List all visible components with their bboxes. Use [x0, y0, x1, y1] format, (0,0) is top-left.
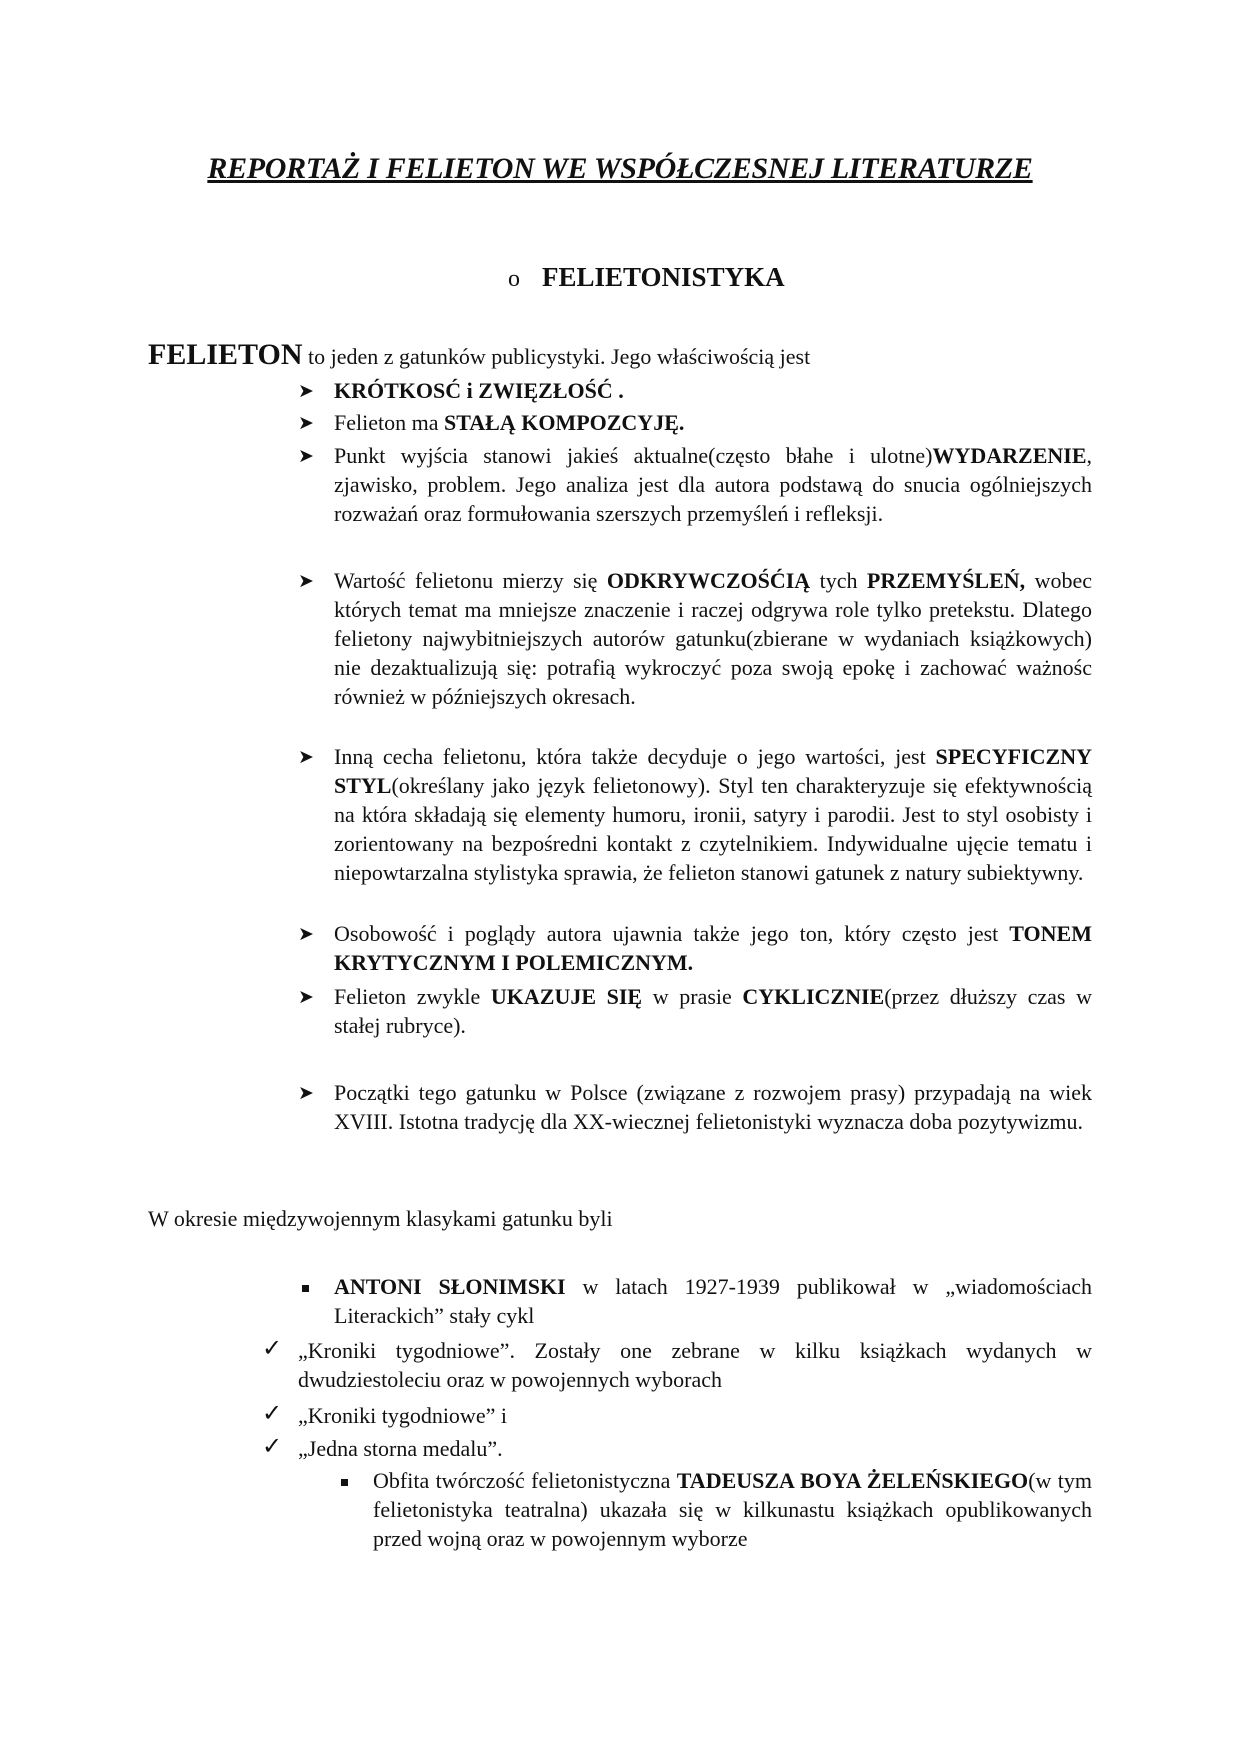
text-run: Punkt wyjścia stanowi jakieś aktualne(często błahe i ulotne) — [334, 443, 933, 468]
bold-text-run: PRZEMYŚLEŃ, — [866, 568, 1026, 593]
arrow-bullet-icon: ➤ — [298, 413, 314, 434]
intro-term: FELIETON — [148, 338, 303, 371]
list-item — [334, 566, 1092, 711]
list-item: „Jedna storna medalu”. — [298, 1436, 503, 1461]
list-item — [334, 919, 1092, 977]
section-heading-text: FELIETONISTYKA — [542, 262, 785, 292]
intro-text: to jeden z gatunków publicystyki. Jego właściwością jest — [302, 344, 811, 369]
text-run: Felieton ma — [334, 410, 444, 435]
arrow-bullet-icon: ➤ — [298, 446, 314, 467]
arrow-bullet-icon: ➤ — [298, 381, 314, 402]
arrow-bullet-icon: ➤ — [298, 1083, 314, 1104]
circle-bullet-icon: o — [508, 266, 520, 292]
list-item: „Kroniki tygodniowe” i — [298, 1403, 507, 1428]
text-run: tych — [810, 568, 867, 593]
text-run: Początki tego gatunku w Polsce (związane z rozwojem prasy) przypadają na wiek XVIII. Istotna tradycję dla XX-wiecznej felietonistyki wyznacza doba pozytywizmu. — [334, 1080, 1092, 1134]
bold-text-run: ODKRYWCZOŚĆIĄ — [606, 568, 811, 593]
square-bullet-icon — [302, 1285, 309, 1292]
document-title: REPORTAŻ I FELIETON WE WSPÓŁCZESNEJ LITERATURZE — [207, 152, 1033, 185]
bold-text-run: WYDARZENIE — [932, 443, 1087, 468]
bold-text-run: ANTONI SŁONIMSKI — [334, 1274, 566, 1299]
arrow-bullet-icon: ➤ — [298, 924, 314, 945]
text-run: wobec których temat ma mniejsze znaczenie i raczej odgrywa role tylko pretekstu. Dlatego felietony najwybitniejszych autorów gatunku(zbierane w wydaniach książkowych) nie dezaktualizują się: potrafią wykroczyć poza swoją epokę i zachować ważnośc również w późniejszych okresach. — [334, 568, 1092, 709]
bold-text-run: TONEM KRYTYCZNYM I POLEMICZNYM. — [334, 921, 1092, 975]
checkmark-icon: ✓ — [262, 1334, 283, 1362]
square-bullet-icon — [341, 1479, 348, 1486]
list-item — [334, 1078, 1092, 1136]
list-item — [334, 376, 1092, 405]
bold-text-run: UKAZUJE SIĘ — [490, 984, 643, 1009]
list-item — [334, 408, 1092, 437]
bold-text-run: KRÓTKOSĆ i ZWIĘZŁOŚĆ . — [334, 378, 624, 403]
text-run: Osobowość i poglądy autora ujawnia także jego ton, który często jest — [334, 921, 1010, 946]
list-item — [373, 1466, 1092, 1553]
list-item — [334, 982, 1092, 1040]
bold-text-run: SPECYFICZNY STYL — [334, 744, 1092, 798]
list-item: „Kroniki tygodniowe”. Zostały one zebrane w kilku książkach wydanych w dwudziestoleciu oraz w powojennych wyborach — [298, 1338, 1092, 1392]
text-run: Obfita twórczość felietonistyczna — [373, 1468, 677, 1493]
checkmark-icon: ✓ — [262, 1399, 283, 1427]
section-heading — [508, 262, 785, 293]
text-run: (przez dłuższy czas w stałej rubryce). — [334, 984, 1092, 1038]
text-run: Inną cecha felietonu, która także decyduje o jego wartości, jest — [334, 744, 936, 769]
list-item — [334, 441, 1092, 528]
text-run: , zjawisko, problem. Jego analiza jest dla autora podstawą do snucia ogólniejszych rozważań oraz formułowania szerszych przemyśleń i refleksji. — [334, 443, 1092, 526]
arrow-bullet-icon: ➤ — [298, 987, 314, 1008]
arrow-bullet-icon: ➤ — [298, 571, 314, 592]
intro-paragraph — [148, 338, 810, 372]
text-run: w prasie — [642, 984, 743, 1009]
text-run: w latach 1927-1939 publikował w „wiadomościach Literackich” stały cykl — [334, 1274, 1092, 1328]
bold-text-run: TADEUSZA BOYA ŻELEŃSKIEGO — [676, 1468, 1029, 1493]
arrow-bullet-icon: ➤ — [298, 747, 314, 768]
checkmark-icon: ✓ — [262, 1432, 283, 1460]
text-run: Wartość felietonu mierzy się — [334, 568, 607, 593]
text-run: (określany jako język felietonowy). Styl ten charakteryzuje się efektywnością na która składają się elementy humoru, ironii, satyry i parodii. Jest to styl osobisty i zorientowany na bezpośredni kontakt z czytelnikiem. Indywidualne ujęcie tematu i niepowtarzalna stylistyka sprawia, że felieton stanowi gatunek z natury subiektywny. — [334, 773, 1092, 885]
interwar-intro: W okresie międzywojennym klasykami gatunku byli — [148, 1206, 613, 1231]
text-run: (w tym felietonistyka teatralna) ukazała się w kilkunastu książkach opublikowanych przed wojną oraz w powojennym wyborze — [373, 1468, 1092, 1551]
bold-text-run: STAŁĄ KOMPOZCYJĘ. — [443, 410, 685, 435]
list-item — [334, 742, 1092, 887]
text-run: Felieton zwykle — [334, 984, 491, 1009]
list-item — [334, 1272, 1092, 1330]
bold-text-run: CYKLICZNIE — [742, 984, 885, 1009]
